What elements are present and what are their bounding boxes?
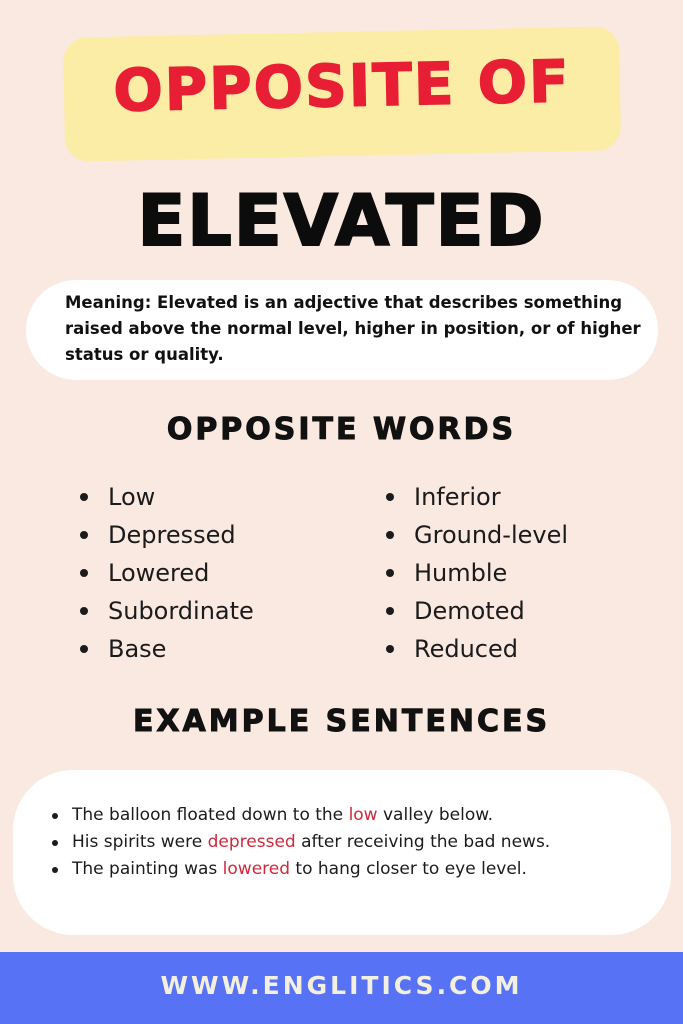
list-item: Reduced — [386, 630, 568, 668]
highlighted-word: depressed — [207, 832, 296, 852]
list-item: Base — [80, 630, 254, 668]
list-item: Low — [80, 478, 254, 516]
example-sentences-list — [52, 802, 550, 883]
sentence-text: The painting was — [72, 859, 223, 879]
example-sentence — [52, 856, 550, 883]
list-item: Subordinate — [80, 592, 254, 630]
list-item: Inferior — [386, 478, 568, 516]
sentence-text: to hang closer to eye level. — [290, 859, 527, 879]
opposite-words-heading: OPPOSITE WORDS — [166, 412, 517, 447]
highlighted-word: low — [348, 805, 378, 825]
list-item: Ground-level — [386, 516, 568, 554]
example-sentence — [52, 829, 550, 856]
highlighted-word: lowered — [222, 859, 291, 879]
sentence-text: His spirits were — [72, 832, 208, 852]
list-item: Depressed — [80, 516, 254, 554]
list-item: Lowered — [80, 554, 254, 592]
meaning-text: Meaning: Elevated is an adjective that describes something raised above the normal level, higher in position, or of higher status or quality. — [65, 293, 641, 364]
sentence-text: The balloon floated down to the — [72, 805, 349, 825]
example-sentences-heading: EXAMPLE SENTENCES — [132, 704, 551, 739]
title-opposite-of: OPPOSITE OF — [112, 47, 572, 125]
list-item: Humble — [386, 554, 568, 592]
sentence-text: after receiving the bad news. — [295, 832, 551, 852]
list-item: Demoted — [386, 592, 568, 630]
title-word: ELEVATED — [137, 180, 546, 262]
footer-website-link[interactable]: WWW.ENGLITICS.COM — [160, 971, 523, 1000]
opposite-words-right-list — [386, 478, 568, 668]
sentence-text: valley below. — [377, 805, 493, 825]
example-sentence — [52, 802, 550, 829]
opposite-words-left-list — [80, 478, 254, 668]
